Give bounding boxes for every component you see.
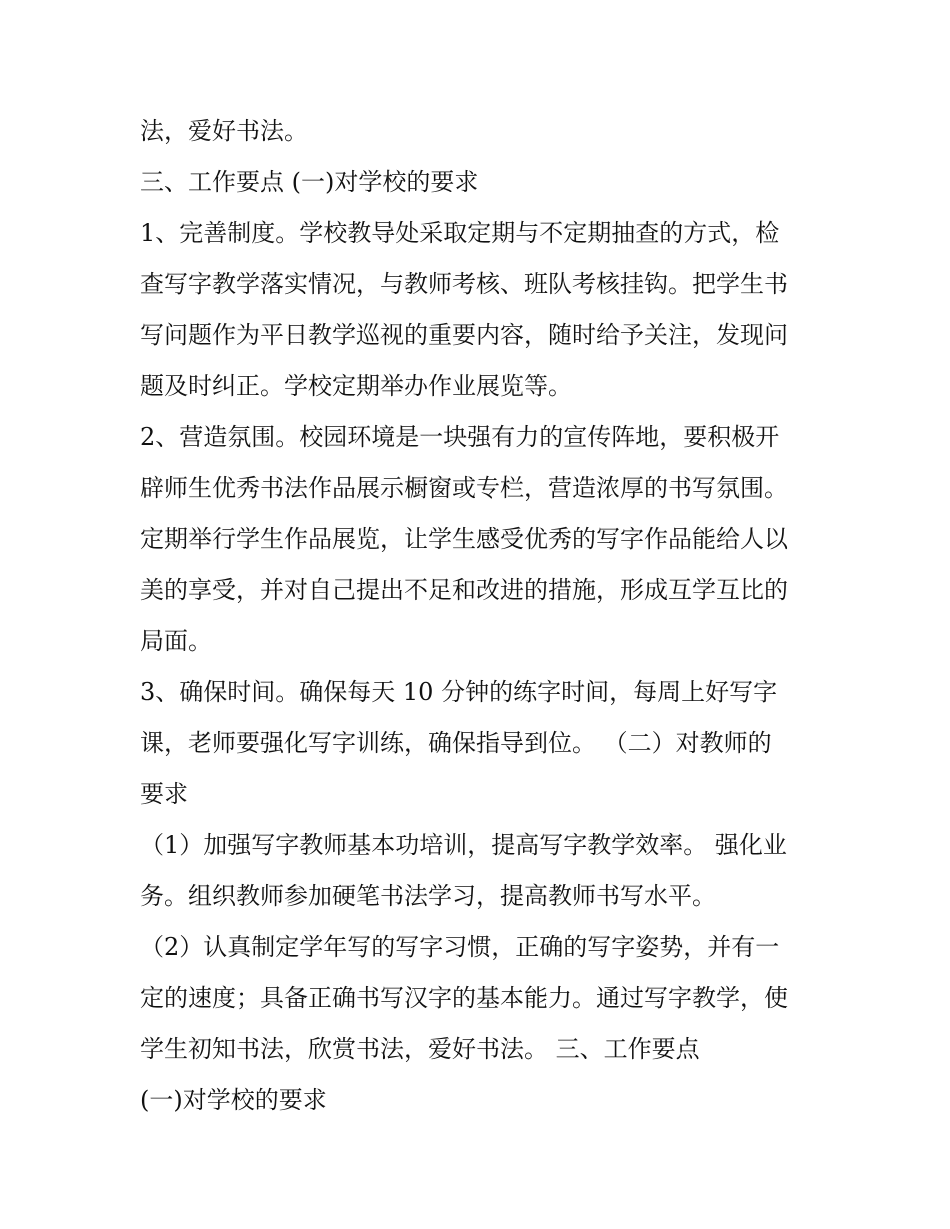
text-line: 辟师生优秀书法作品展示橱窗或专栏，营造浓厚的书写氛围。 [140, 474, 788, 502]
text-line: （1）加强写字教师基本功培训，提高写字教学效率。 强化业 [140, 831, 787, 859]
text-line: 定的速度；具备正确书写汉字的基本能力。通过写字教学，使 [140, 984, 788, 1012]
text-line: 课，老师要强化写字训练，确保指导到位。 （二）对教师的 [140, 729, 772, 757]
text-line: 写问题作为平日教学巡视的重要内容，随时给予关注，发现问 [140, 321, 788, 349]
text-line: 法，爱好书法。 [140, 117, 308, 145]
text-line: 查写字教学落实情况，与教师考核、班队考核挂钩。把学生书 [140, 270, 788, 298]
text-line: 2、营造氛围。校园环境是一块强有力的宣传阵地，要积极开 [140, 423, 780, 451]
text-line: 3、确保时间。确保每天 10 分钟的练字时间，每周上好写字 [140, 678, 778, 706]
section-heading: 三、工作要点 (一)对学校的要求 [140, 168, 479, 196]
text-line: 1、完善制度。学校教导处采取定期与不定期抽查的方式，检 [140, 219, 780, 247]
text-line: （2）认真制定学年写的写字习惯，正确的写字姿势，并有一 [140, 933, 780, 961]
text-line: 务。组织教师参加硬笔书法学习，提高教师书写水平。 [140, 882, 716, 910]
text-line: 定期举行学生作品展览，让学生感受优秀的写字作品能给人以 [140, 525, 788, 553]
text-line: 题及时纠正。学校定期举办作业展览等。 [140, 372, 572, 400]
text-line: 局面。 [140, 627, 212, 655]
section-heading: (一)对学校的要求 [140, 1086, 327, 1114]
text-line: 美的享受，并对自己提出不足和改进的措施，形成互学互比的 [140, 576, 788, 604]
text-line: 学生初知书法，欣赏书法，爱好书法。 三、工作要点 [140, 1035, 700, 1063]
text-line: 要求 [140, 780, 188, 808]
document-body [140, 106, 820, 1126]
